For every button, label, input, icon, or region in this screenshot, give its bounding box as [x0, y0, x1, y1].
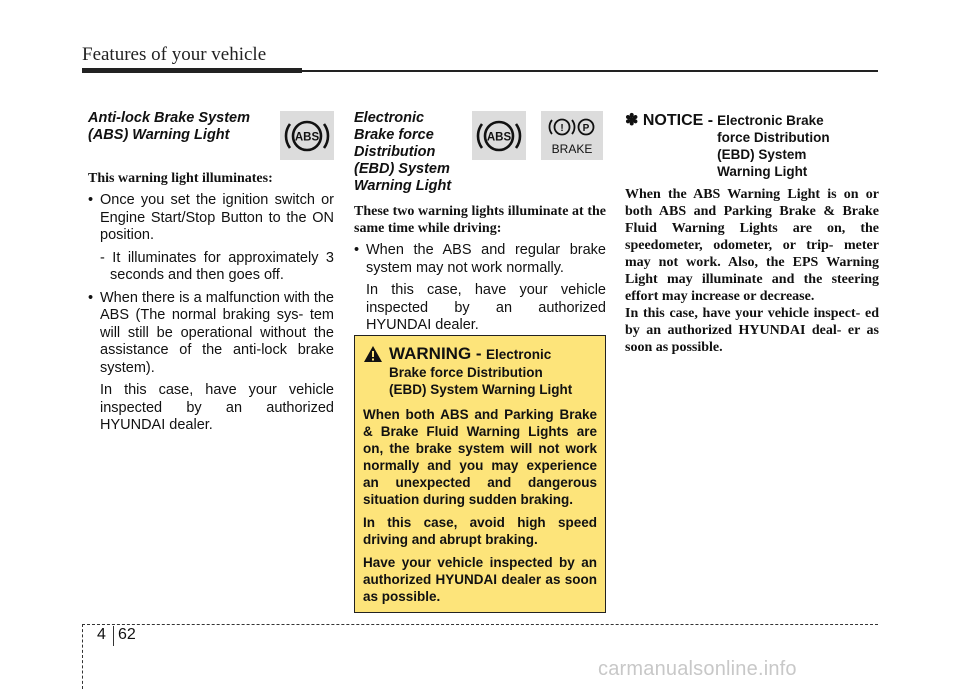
- exclaim-glyph: !: [560, 122, 564, 134]
- warning-box: [354, 335, 606, 613]
- notice-paragraph-1: When the ABS Warning Light is on or both ABS and Parking Brake & Brake Fluid Warning Lights are on, the speedometer, odometer, or trip- meter may not work. Also, the EPS Warning Light may illuminate and the steering effort may increase or decrease.: [625, 187, 879, 304]
- parking-glyph: P: [582, 122, 590, 134]
- brake-icon-label: BRAKE: [551, 141, 593, 156]
- notice-sub-line1: Electronic Brake: [717, 113, 824, 128]
- header-title: Features of your vehicle: [82, 44, 267, 65]
- notice-label: ✽ NOTICE -: [625, 112, 714, 129]
- abs-title-line1: Anti-lock Brake System: [88, 110, 250, 126]
- warning-sub-line2: Brake force Distribution: [389, 365, 543, 380]
- notice-sub-line3: (EBD) System: [717, 147, 807, 162]
- footer-margin-line: [82, 624, 83, 689]
- ebd-paragraph: In this case, have your vehicle inspected by an authorized HYUNDAI dealer.: [366, 282, 606, 333]
- ebd-intro: These two warning lights illuminate at the same time while driving:: [354, 204, 606, 236]
- ebd-section: [354, 110, 606, 335]
- ebd-title-line4: (EBD) System: [354, 161, 450, 177]
- abs-icon-label: ABS: [294, 131, 320, 143]
- warning-paragraph-1: When both ABS and Parking Brake & Brake Fluid Warning Lights are on, the brake system will not work normally and you may experience an unexpected and dangerous situation during sudden braking.: [363, 407, 597, 507]
- notice-sub-line2: force Distribution: [717, 130, 830, 145]
- warning-paragraph-2: In this case, avoid high speed driving and abrupt braking.: [363, 515, 597, 547]
- abs-intro: This warning light illuminates:: [88, 171, 273, 186]
- warning-sub-line3: (EBD) System Warning Light: [389, 382, 573, 397]
- abs-bullet-1: • Once you set the ignition switch or Engine Start/Stop Button to the ON position.: [88, 192, 334, 245]
- warning-label: WARNING -: [389, 344, 482, 363]
- ebd-title-line2: Brake force: [354, 127, 434, 143]
- ebd-abs-icon-label: ABS: [486, 131, 512, 143]
- abs-paragraph: In this case, have your vehicle inspected by an authorized HYUNDAI dealer.: [100, 382, 334, 433]
- warning-paragraph-3: Have your vehicle inspected by an authorized HYUNDAI dealer as soon as possible.: [363, 555, 597, 604]
- header-rule: [302, 70, 878, 72]
- ebd-title-line5: Warning Light: [354, 178, 452, 194]
- warning-sub-line1: Electronic: [486, 347, 552, 362]
- abs-title-line2: (ABS) Warning Light: [88, 127, 230, 143]
- page-number-divider: [113, 626, 114, 646]
- header-bar: [82, 68, 302, 73]
- notice-section: [625, 110, 879, 356]
- abs-section: [88, 110, 334, 435]
- page-number: 62: [118, 626, 136, 643]
- watermark: carmanualsonline.info: [598, 658, 797, 680]
- abs-bullet-2: • When there is a malfunction with the ABS (The normal braking sys- tem will still be operational without the assistance of the anti-lock brake system).: [88, 290, 334, 378]
- notice-paragraph-2: In this case, have your vehicle inspect- ed by an authorized HYUNDAI deal- er as soon as possible.: [625, 306, 879, 355]
- ebd-title-line3: Distribution: [354, 144, 436, 160]
- abs-sub-1: - It illuminates for approximately 3 seconds and then goes off.: [100, 249, 334, 283]
- ebd-title-line1: Electronic: [354, 110, 425, 126]
- footer-rule: [82, 624, 878, 625]
- warning-triangle-icon: [363, 345, 383, 368]
- ebd-bullet-1: • When the ABS and regular brake system may not work normally.: [354, 242, 606, 277]
- page-section-number: 4: [97, 626, 106, 643]
- notice-sub-line4: Warning Light: [717, 164, 808, 179]
